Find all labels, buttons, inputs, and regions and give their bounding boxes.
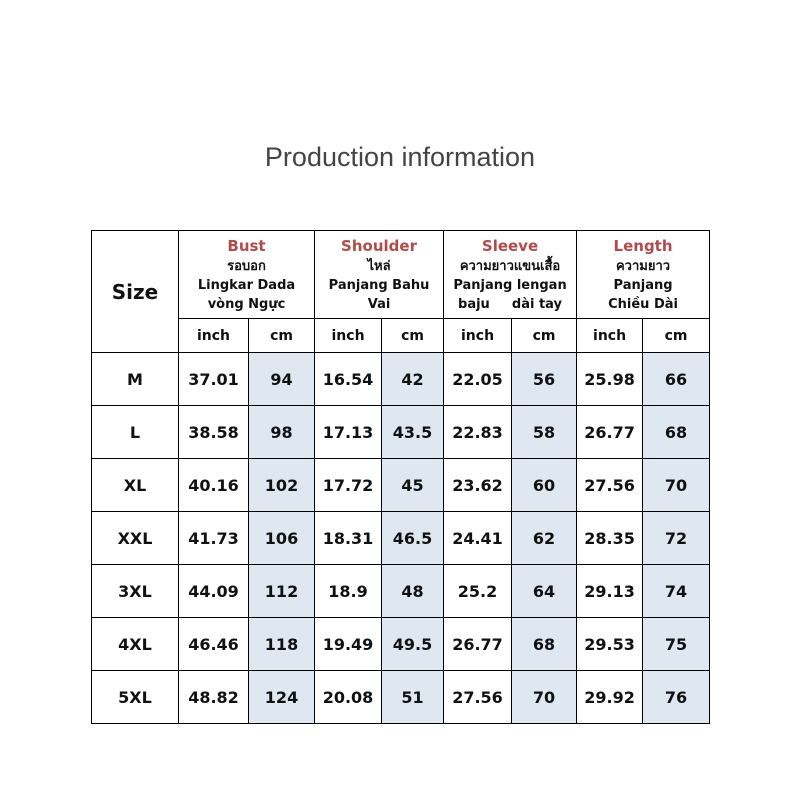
cm-value-cell: 68: [643, 406, 710, 459]
cm-value-cell: 64: [512, 565, 577, 618]
inch-value-cell: 25.98: [577, 353, 643, 406]
size-chart-table: [91, 230, 710, 724]
table-row: [92, 671, 710, 724]
cm-value-cell: 60: [512, 459, 577, 512]
cm-value-cell: 42: [382, 353, 444, 406]
inch-value-cell: 37.01: [179, 353, 249, 406]
bust-label-thai: รอบอก: [227, 258, 266, 274]
cm-value-cell: 76: [643, 671, 710, 724]
page-title: Production information: [264, 142, 536, 172]
sleeve-label-thai: ความยาวแขนเสื้อ: [459, 258, 561, 274]
inch-value-cell: 26.77: [577, 406, 643, 459]
unit-header: inch: [179, 319, 249, 353]
cm-value-cell: 94: [249, 353, 315, 406]
cm-value-cell: 102: [249, 459, 315, 512]
inch-value-cell: 17.13: [315, 406, 382, 459]
size-cell: 3XL: [92, 565, 179, 618]
cm-value-cell: 51: [382, 671, 444, 724]
inch-value-cell: 29.53: [577, 618, 643, 671]
sleeve-label-malay-2: baju: [458, 296, 490, 312]
sleeve-group-header: [444, 231, 577, 319]
cm-value-cell: 66: [643, 353, 710, 406]
size-cell: 5XL: [92, 671, 179, 724]
size-cell: 4XL: [92, 618, 179, 671]
cm-value-cell: 43.5: [382, 406, 444, 459]
cm-value-cell: 58: [512, 406, 577, 459]
sleeve-label-vietnamese: dài tay: [511, 296, 563, 312]
cm-value-cell: 106: [249, 512, 315, 565]
sleeve-label-malay: Panjang lengan: [453, 277, 567, 293]
cm-value-cell: 75: [643, 618, 710, 671]
unit-header: cm: [249, 319, 315, 353]
cm-value-cell: 56: [512, 353, 577, 406]
cm-value-cell: 68: [512, 618, 577, 671]
length-label-malay: Panjang: [613, 277, 673, 293]
table-row: [92, 353, 710, 406]
inch-value-cell: 26.77: [444, 618, 512, 671]
length-title: Length: [613, 236, 673, 255]
cm-value-cell: 124: [249, 671, 315, 724]
unit-header: cm: [382, 319, 444, 353]
cm-value-cell: 70: [643, 459, 710, 512]
inch-value-cell: 22.83: [444, 406, 512, 459]
shoulder-label-thai: ไหล่: [367, 258, 391, 274]
size-cell: XL: [92, 459, 179, 512]
unit-header: inch: [315, 319, 382, 353]
unit-header: inch: [444, 319, 512, 353]
cm-value-cell: 72: [643, 512, 710, 565]
table-row: [92, 565, 710, 618]
table-row: [92, 459, 710, 512]
length-group-header: [577, 231, 710, 319]
length-label-vietnamese: Chiều Dài: [608, 296, 678, 312]
cm-value-cell: 98: [249, 406, 315, 459]
cm-value-cell: 49.5: [382, 618, 444, 671]
size-cell: L: [92, 406, 179, 459]
sleeve-label-split: [444, 295, 576, 314]
inch-value-cell: 25.2: [444, 565, 512, 618]
shoulder-label-vietnamese: Vai: [367, 296, 391, 312]
inch-value-cell: 20.08: [315, 671, 382, 724]
cm-value-cell: 62: [512, 512, 577, 565]
table-row: [92, 512, 710, 565]
inch-value-cell: 44.09: [179, 565, 249, 618]
bust-label-malay: Lingkar Dada: [197, 277, 296, 293]
size-cell: XXL: [92, 512, 179, 565]
size-cell: M: [92, 353, 179, 406]
inch-value-cell: 29.13: [577, 565, 643, 618]
unit-header: inch: [577, 319, 643, 353]
sleeve-title: Sleeve: [481, 236, 539, 255]
cm-value-cell: 74: [643, 565, 710, 618]
bust-label-vietnamese: vòng Ngực: [207, 296, 286, 312]
bust-group-header: [179, 231, 315, 319]
shoulder-title: Shoulder: [341, 236, 417, 255]
inch-value-cell: 40.16: [179, 459, 249, 512]
inch-value-cell: 38.58: [179, 406, 249, 459]
cm-value-cell: 48: [382, 565, 444, 618]
table-row: [92, 406, 710, 459]
inch-value-cell: 28.35: [577, 512, 643, 565]
inch-value-cell: 46.46: [179, 618, 249, 671]
cm-value-cell: 112: [249, 565, 315, 618]
shoulder-group-header: [315, 231, 444, 319]
table-row: [92, 618, 710, 671]
inch-value-cell: 24.41: [444, 512, 512, 565]
bust-title: Bust: [227, 236, 266, 255]
inch-value-cell: 17.72: [315, 459, 382, 512]
cm-value-cell: 118: [249, 618, 315, 671]
shoulder-label-malay: Panjang Bahu: [328, 277, 430, 293]
size-header: Size: [92, 231, 179, 353]
inch-value-cell: 22.05: [444, 353, 512, 406]
inch-value-cell: 27.56: [444, 671, 512, 724]
unit-header: cm: [512, 319, 577, 353]
inch-value-cell: 48.82: [179, 671, 249, 724]
length-label-thai: ความยาว: [615, 258, 671, 274]
inch-value-cell: 29.92: [577, 671, 643, 724]
inch-value-cell: 16.54: [315, 353, 382, 406]
inch-value-cell: 18.9: [315, 565, 382, 618]
inch-value-cell: 19.49: [315, 618, 382, 671]
cm-value-cell: 45: [382, 459, 444, 512]
inch-value-cell: 27.56: [577, 459, 643, 512]
inch-value-cell: 23.62: [444, 459, 512, 512]
inch-value-cell: 41.73: [179, 512, 249, 565]
cm-value-cell: 46.5: [382, 512, 444, 565]
size-rows: [92, 353, 710, 724]
cm-value-cell: 70: [512, 671, 577, 724]
unit-header: cm: [643, 319, 710, 353]
inch-value-cell: 18.31: [315, 512, 382, 565]
